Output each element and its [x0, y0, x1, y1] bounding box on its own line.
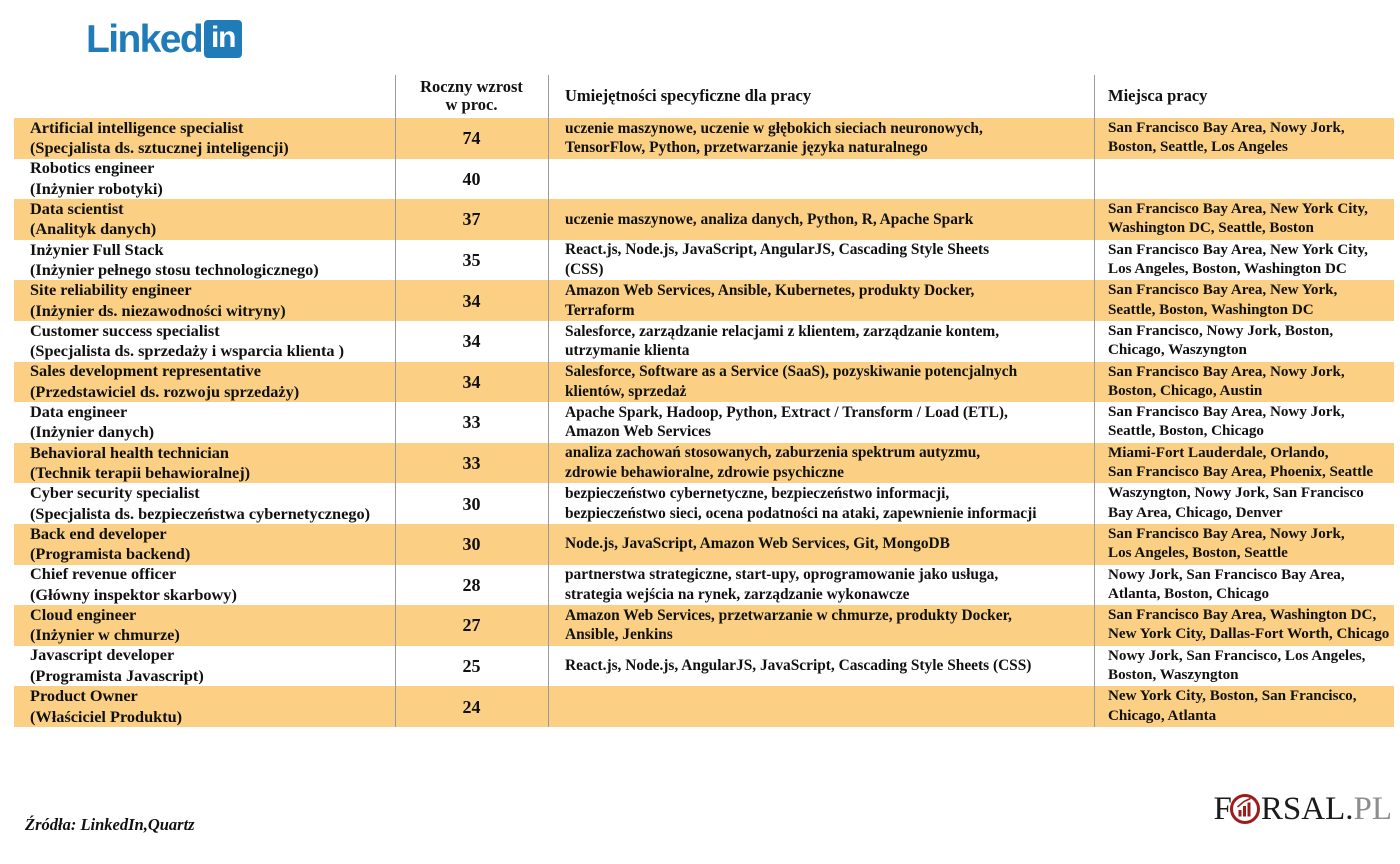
places-line: San Francisco, Nowy Jork, Boston, — [1108, 322, 1334, 339]
skills-line: utrzymanie klienta — [565, 342, 690, 360]
cell-skills — [548, 159, 1094, 200]
skills-line: Terraform — [565, 301, 635, 319]
places-line: Washington DC, Seattle, Boston — [1108, 220, 1314, 237]
cell-places — [1094, 646, 1394, 687]
growth-jobs-table — [14, 74, 1394, 727]
header-cell-skills — [548, 74, 1094, 118]
skills-line: Ansible, Jenkins — [565, 626, 673, 644]
places-line: San Francisco Bay Area, New York City, — [1108, 201, 1368, 218]
source-note: Źródła: LinkedIn,Quartz — [25, 815, 195, 834]
skills-line: Salesforce, Software as a Service (SaaS), pozyskiwanie potencjalnych — [565, 363, 1018, 381]
forsal-logo — [1214, 792, 1392, 826]
cell-skills — [548, 240, 1094, 281]
cell-skills — [548, 605, 1094, 646]
places-line: Atlanta, Boston, Chicago — [1108, 585, 1270, 602]
job-title-pl: (Główny inspektor skarbowy) — [30, 584, 237, 604]
cell-growth-percent — [395, 565, 548, 606]
forsal-dot: . — [1345, 790, 1354, 827]
job-title-en: Inżynier Full Stack — [30, 239, 164, 259]
cell-growth-percent — [395, 483, 548, 524]
cell-skills — [548, 483, 1094, 524]
forsal-wordmark: RSAL — [1260, 790, 1346, 827]
header-cell-growth — [395, 74, 548, 118]
places-line: Nowy Jork, San Francisco Bay Area, — [1108, 566, 1345, 583]
cell-places — [1094, 240, 1394, 281]
job-title-pl: (Inżynier w chmurze) — [30, 625, 180, 645]
table-row — [14, 199, 1394, 240]
places-line: San Francisco Bay Area, Nowy Jork, — [1108, 119, 1345, 136]
growth-value: 34 — [462, 331, 481, 352]
skills-line: Amazon Web Services — [565, 423, 711, 441]
job-title-en: Artificial intelligence specialist — [30, 117, 244, 137]
cell-job-title — [14, 605, 395, 646]
skills-line: bezpieczeństwo cybernetyczne, bezpieczeństwo informacji, — [565, 484, 950, 502]
skills-line: uczenie maszynowe, uczenie w głębokich sieciach neuronowych, — [565, 119, 983, 137]
growth-value: 30 — [462, 534, 481, 555]
cell-growth-percent — [395, 443, 548, 484]
forsal-letter-f: F — [1213, 790, 1232, 827]
cell-skills — [548, 524, 1094, 565]
job-title-pl: (Technik terapii behawioralnej) — [30, 463, 251, 483]
table-row — [14, 402, 1394, 443]
cell-job-title — [14, 159, 395, 200]
growth-value: 30 — [462, 493, 481, 514]
table-header-row — [14, 74, 1394, 118]
linkedin-in-badge — [204, 20, 242, 58]
places-line: San Francisco Bay Area, New York City, — [1108, 241, 1368, 258]
cell-skills — [548, 402, 1094, 443]
header-growth-line1: Roczny wzrost — [420, 76, 523, 96]
cell-growth-percent — [395, 402, 548, 443]
cell-growth-percent — [395, 159, 548, 200]
forsal-tld: PL — [1353, 790, 1392, 827]
job-title-en: Data scientist — [30, 198, 124, 218]
places-line: Boston, Chicago, Austin — [1108, 382, 1263, 399]
places-line: Bay Area, Chicago, Denver — [1108, 504, 1283, 521]
cell-skills — [548, 646, 1094, 687]
linkedin-in-label: in — [210, 21, 236, 54]
cell-growth-percent — [395, 646, 548, 687]
table-row — [14, 565, 1394, 606]
places-line: San Francisco Bay Area, Nowy Jork, — [1108, 525, 1345, 542]
job-title-pl: (Inżynier danych) — [30, 422, 155, 442]
cell-growth-percent — [395, 362, 548, 403]
job-title-en: Product Owner — [30, 686, 138, 706]
skills-line: Amazon Web Services, przetwarzanie w chmurze, produkty Docker, — [565, 606, 1012, 624]
skills-line: (CSS) — [565, 261, 604, 279]
cell-growth-percent — [395, 240, 548, 281]
job-title-pl: (Inżynier pełnego stosu technologicznego) — [30, 260, 319, 280]
cell-growth-percent — [395, 605, 548, 646]
skills-line: strategia wejścia na rynek, zarządzanie wykonawcze — [565, 585, 910, 603]
job-title-pl: (Właściciel Produktu) — [30, 706, 183, 726]
cell-job-title — [14, 321, 395, 362]
cell-skills — [548, 686, 1094, 727]
cell-job-title — [14, 443, 395, 484]
places-line: Chicago, Waszyngton — [1108, 342, 1247, 359]
cell-job-title — [14, 280, 395, 321]
linkedin-logo — [86, 18, 242, 60]
cell-growth-percent — [395, 321, 548, 362]
job-title-pl: (Specjalista ds. bezpieczeństwa cybernetycznego) — [30, 503, 371, 523]
places-line: New York City, Boston, San Francisco, — [1108, 688, 1357, 705]
table-row — [14, 240, 1394, 281]
places-line: New York City, Dallas-Fort Worth, Chicago — [1108, 626, 1390, 643]
job-title-pl: (Analityk danych) — [30, 219, 157, 239]
job-title-en: Chief revenue officer — [30, 564, 177, 584]
job-title-pl: (Programista Javascript) — [30, 666, 204, 686]
cell-skills — [548, 199, 1094, 240]
places-line: Nowy Jork, San Francisco, Los Angeles, — [1108, 647, 1366, 664]
cell-job-title — [14, 524, 395, 565]
cell-growth-percent — [395, 280, 548, 321]
cell-growth-percent — [395, 118, 548, 159]
cell-places — [1094, 686, 1394, 727]
cell-job-title — [14, 402, 395, 443]
cell-places — [1094, 443, 1394, 484]
cell-skills — [548, 362, 1094, 403]
table-row — [14, 159, 1394, 200]
cell-job-title — [14, 686, 395, 727]
places-line: Seattle, Boston, Washington DC — [1108, 301, 1314, 318]
cell-places — [1094, 524, 1394, 565]
skills-line: uczenie maszynowe, analiza danych, Python, R, Apache Spark — [565, 210, 974, 228]
cell-job-title — [14, 199, 395, 240]
places-line: Seattle, Boston, Chicago — [1108, 423, 1264, 440]
skills-line: zdrowie behawioralne, zdrowie psychiczne — [565, 464, 845, 482]
job-title-pl: (Specjalista ds. sprzedaży i wsparcia klienta ) — [30, 341, 345, 361]
cell-job-title — [14, 483, 395, 524]
growth-value: 34 — [462, 290, 481, 311]
table-row — [14, 443, 1394, 484]
cell-growth-percent — [395, 686, 548, 727]
job-title-pl: (Inżynier ds. niezawodności witryny) — [30, 300, 286, 320]
growth-value: 34 — [462, 371, 481, 392]
skills-line: analiza zachowań stosowanych, zaburzenia spektrum autyzmu, — [565, 444, 981, 462]
skills-line: Amazon Web Services, Ansible, Kubernetes, produkty Docker, — [565, 281, 975, 299]
cell-places — [1094, 321, 1394, 362]
cell-job-title — [14, 240, 395, 281]
cell-places — [1094, 483, 1394, 524]
growth-value: 25 — [462, 656, 481, 677]
places-line: Boston, Seattle, Los Angeles — [1108, 139, 1288, 156]
places-line: San Francisco Bay Area, Phoenix, Seattle — [1108, 464, 1374, 481]
table-row — [14, 605, 1394, 646]
job-title-en: Cloud engineer — [30, 604, 137, 624]
places-line: Waszyngton, Nowy Jork, San Francisco — [1108, 485, 1364, 502]
growth-value: 40 — [462, 168, 481, 189]
cell-places — [1094, 565, 1394, 606]
cell-growth-percent — [395, 199, 548, 240]
growth-value: 37 — [462, 209, 481, 230]
job-title-en: Data engineer — [30, 401, 128, 421]
cell-places — [1094, 605, 1394, 646]
job-title-en: Site reliability engineer — [30, 280, 192, 300]
skills-line: React.js, Node.js, AngularJS, JavaScript, Cascading Style Sheets (CSS) — [565, 657, 1032, 675]
places-line: Miami-Fort Lauderdale, Orlando, — [1108, 444, 1329, 461]
cell-skills — [548, 280, 1094, 321]
places-line: San Francisco Bay Area, New York, — [1108, 282, 1338, 299]
table-row — [14, 321, 1394, 362]
header-cell-job — [14, 74, 395, 118]
job-title-en: Cyber security specialist — [30, 483, 200, 503]
cell-places — [1094, 199, 1394, 240]
header-cell-places — [1094, 74, 1394, 118]
skills-line: klientów, sprzedaż — [565, 382, 687, 400]
places-line: San Francisco Bay Area, Washington DC, — [1108, 607, 1377, 624]
places-line: San Francisco Bay Area, Nowy Jork, — [1108, 363, 1345, 380]
cell-places — [1094, 159, 1394, 200]
job-title-pl: (Programista backend) — [30, 544, 191, 564]
cell-places — [1094, 280, 1394, 321]
cell-job-title — [14, 362, 395, 403]
forsal-bar-chart-icon — [1230, 794, 1260, 824]
skills-line: bezpieczeństwo sieci, ocena podatności na ataki, zapewnienie informacji — [565, 504, 1037, 522]
skills-line: Node.js, JavaScript, Amazon Web Services, Git, MongoDB — [565, 535, 950, 553]
job-title-en: Sales development representative — [30, 361, 261, 381]
table-row — [14, 646, 1394, 687]
places-line: San Francisco Bay Area, Nowy Jork, — [1108, 404, 1345, 421]
header-skills-label: Umiejętności specyficzne dla pracy — [565, 85, 812, 105]
places-line: Los Angeles, Boston, Seattle — [1108, 545, 1288, 562]
places-line: Boston, Waszyngton — [1108, 667, 1239, 684]
places-line: Los Angeles, Boston, Washington DC — [1108, 261, 1347, 278]
places-line: Chicago, Atlanta — [1108, 707, 1217, 724]
skills-line: React.js, Node.js, JavaScript, AngularJS, Cascading Style Sheets — [565, 241, 990, 259]
cell-skills — [548, 118, 1094, 159]
job-title-en: Robotics engineer — [30, 158, 155, 178]
cell-skills — [548, 565, 1094, 606]
table-row — [14, 118, 1394, 159]
job-title-pl: (Przedstawiciel ds. rozwoju sprzedaży) — [30, 381, 300, 401]
skills-line: partnerstwa strategiczne, start-upy, oprogramowanie jako usługa, — [565, 566, 999, 584]
job-title-en: Behavioral health technician — [30, 442, 229, 462]
table-row — [14, 524, 1394, 565]
job-title-en: Back end developer — [30, 523, 167, 543]
cell-job-title — [14, 118, 395, 159]
cell-places — [1094, 118, 1394, 159]
skills-line: Apache Spark, Hadoop, Python, Extract / Transform / Load (ETL), — [565, 403, 1008, 421]
growth-value: 24 — [462, 696, 481, 717]
growth-value: 35 — [462, 250, 481, 271]
table-row — [14, 483, 1394, 524]
header-places-label: Miejsca pracy — [1108, 85, 1208, 105]
skills-line: Salesforce, zarządzanie relacjami z klientem, zarządzanie kontem, — [565, 322, 1000, 340]
growth-value: 27 — [462, 615, 481, 636]
linkedin-wordmark: Linked — [86, 17, 203, 61]
job-title-en: Javascript developer — [30, 645, 175, 665]
growth-value: 33 — [462, 453, 481, 474]
job-title-pl: (Inżynier robotyki) — [30, 178, 163, 198]
skills-line: TensorFlow, Python, przetwarzanie języka naturalnego — [565, 139, 928, 157]
growth-value: 74 — [462, 128, 481, 149]
cell-growth-percent — [395, 524, 548, 565]
job-title-pl: (Specjalista ds. sztucznej inteligencji) — [30, 138, 289, 158]
growth-value: 28 — [462, 574, 481, 595]
table-row — [14, 362, 1394, 403]
cell-skills — [548, 443, 1094, 484]
header-growth-line2: w proc. — [445, 95, 498, 114]
cell-skills — [548, 321, 1094, 362]
cell-job-title — [14, 646, 395, 687]
table-row — [14, 686, 1394, 727]
cell-places — [1094, 402, 1394, 443]
cell-places — [1094, 362, 1394, 403]
cell-job-title — [14, 565, 395, 606]
job-title-en: Customer success specialist — [30, 320, 220, 340]
growth-value: 33 — [462, 412, 481, 433]
table-row — [14, 280, 1394, 321]
